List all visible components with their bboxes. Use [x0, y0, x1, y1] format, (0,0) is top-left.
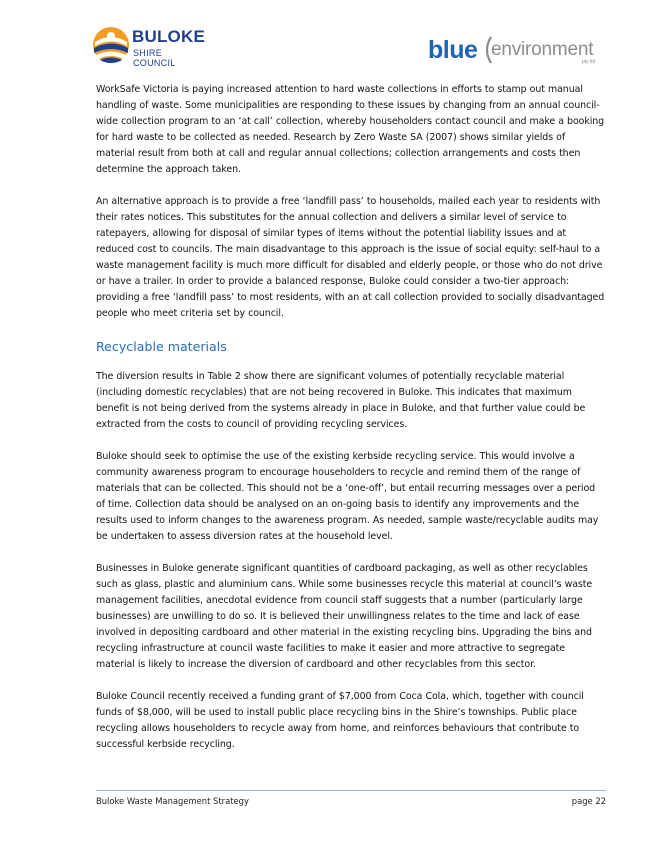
paragraph-businesses: Businesses in Buloke generate significant quantities of cardboard packaging, as well as other recyclables such as glass, plastic and aluminium cans. While some businesses recycle this material at council’s waste management facilities, anecdotal evidence from council staff suggests that a number (particularly large businesses) are unwilling to do so. It is believed their unwillingness relates to the time and lack of ease involved in depositing cardboard and other material in the existing recycling bins. Upgrading the bins and recycling infrastructure at council waste facilities to make it easier and more attractive to segregate material is likely to increase the diversion of cardboard and other recyclables from this sector.: [96, 563, 593, 670]
body-content: [96, 82, 606, 769]
paragraph-funding-grant: Buloke Council recently received a funding grant of $7,000 from Coca Cola, which, together with council funds of $8,000, will be used to install public place recycling bins in the Shire’s townships. Public place recycling allows householders to recycle away from home, and reinforces behaviours that contribute to successful kerbside recycling.: [96, 691, 584, 750]
buloke-emblem-icon: [92, 26, 130, 64]
paragraph-landfill-pass: An alternative approach is to provide a free ‘landfill pass’ to households, mailed each year to residents with their rates notices. This substitutes for the annual collection and delivers a similar level of service to ratepayers, allowing for disposal of similar types of items without the potential liability issues and at reduced cost to councils. The main disadvantage to this approach is the issue of social equity: self-haul to a waste management facility is much more difficult for disabled and elderly people, or those who do not drive or have a trailer. In order to provide a balanced response, Buloke could consider a two-tier approach: providing a free ‘landfill pass’ to most residents, with an at call collection provided to socially disadvantaged people who meet criteria set by council.: [96, 196, 605, 319]
council-logo-subtitle: SHIRE COUNCIL: [133, 48, 176, 68]
footer-page-number: page 22: [571, 796, 606, 806]
blue-environment-logo: [428, 36, 608, 72]
paragraph-diversion-results: The diversion results in Table 2 show there are significant volumes of potentially recyclable material (including domestic recyclables) that are not being recovered in Buloke. This indicates that maximum benefit is not being derived from the systems already in place in Buloke, and that further value could be extracted from the costs to council of providing recycling services.: [96, 371, 586, 430]
council-logo-name: BULOKE: [132, 27, 205, 46]
consultant-logo-suffix: pty ltd: [582, 59, 596, 65]
buloke-shire-council-logo: [92, 22, 205, 72]
footer-divider: [96, 790, 606, 791]
consultant-logo-environment: environment: [491, 39, 594, 60]
consultant-logo-blue: blue: [428, 36, 478, 64]
section-heading-recyclable-materials: Recyclable materials: [96, 339, 227, 354]
footer-document-title: Buloke Waste Management Strategy: [96, 796, 249, 806]
paragraph-worksafe: WorkSafe Victoria is paying increased attention to hard waste collections in efforts to stamp out manual handling of waste. Some municipalities are responding to these issues by changing from an annual council-wide collection program to an ‘at call’ collection, whereby householders contact council and make a booking for hard waste to be collected as needed. Research by Zero Waste SA (2007) shows similar yields of material result from both at call and regular annual collections; collection arrangements and costs then determine the approach taken.: [96, 84, 605, 175]
paragraph-kerbside-recycling: Buloke should seek to optimise the use of the existing kerbside recycling service. This would involve a community awareness program to encourage householders to recycle and remind them of the range of materials that can be collected. This should not be a ‘one-off’, but entail recurring messages over a period of time. Collection data should be analysed on an on-going basis to identify any improvements and the results used to inform changes to the awareness program. As needed, sample waste/recyclable audits may be undertaken to assess diversion rates at the household level.: [96, 451, 599, 542]
